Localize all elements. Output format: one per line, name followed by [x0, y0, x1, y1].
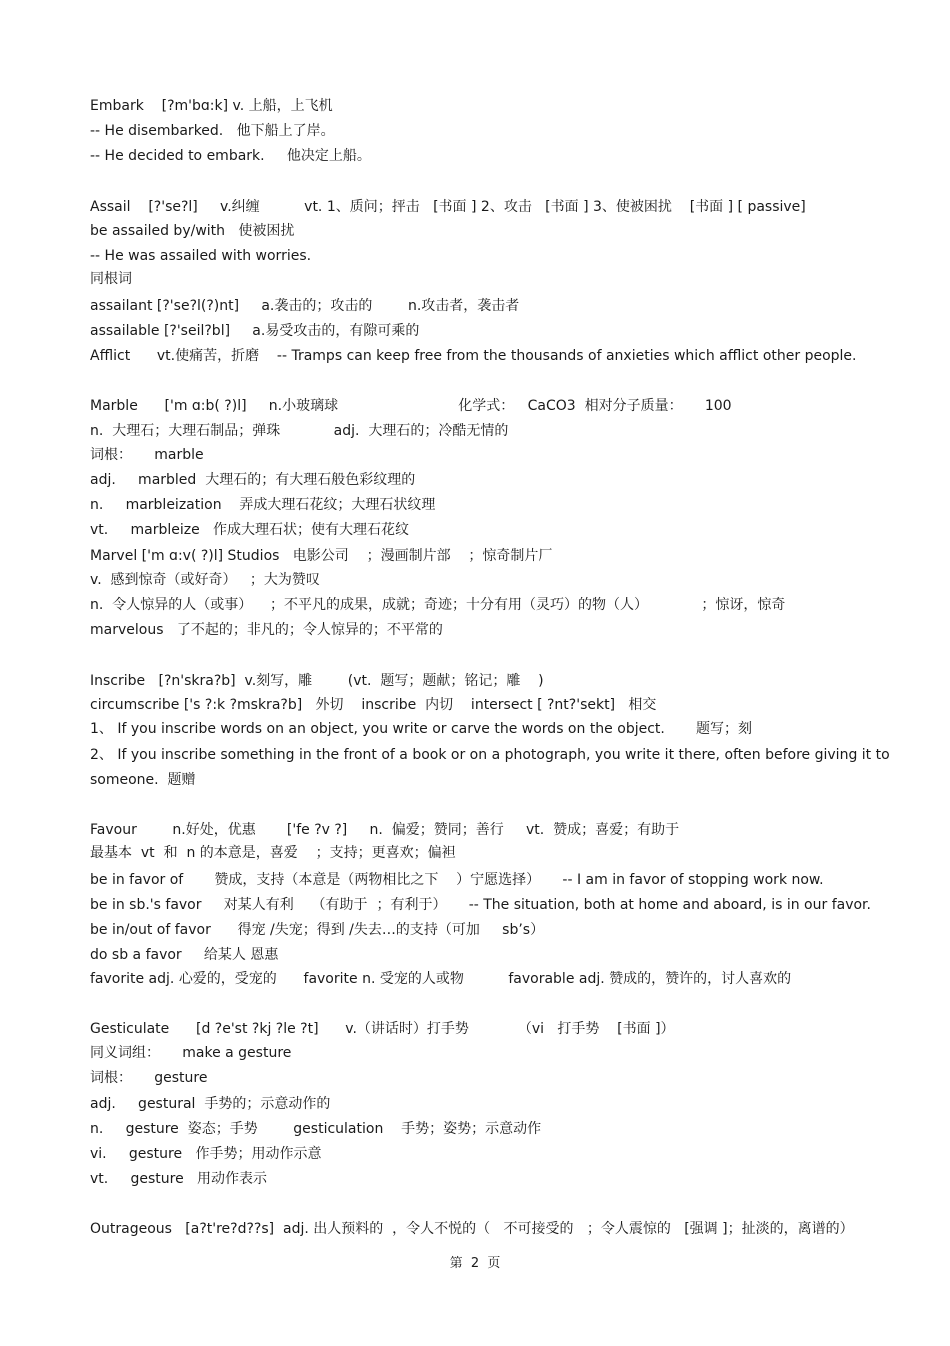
text-line: do sb a favor 给某人 恩惠: [90, 947, 279, 963]
text-line: -- He decided to embark. 他决定上船。: [90, 148, 371, 164]
text-line: favorite adj. 心爱的，受宠的 favorite n. 受宠的人或物 favorable adj. 赞成的，赞许的，讨人喜欢的: [90, 971, 792, 987]
text-line: vi. gesture 作手势；用动作示意: [90, 1146, 322, 1162]
text-line: Inscribe [?n'skra?b] v.刻写，雕 (vt. 题写；题献；铭记；雕 ): [90, 673, 544, 689]
text-line: v. 感到惊奇（或好奇） ；大为赞叹: [90, 572, 320, 588]
text-line: 1、 If you inscribe words on an object, you write or carve the words on the object. 题写；刻: [90, 721, 752, 737]
text-line: Marble ['m ɑ:b( ?)l] n.小玻璃球 化学式： CaCO3 相对分子质量： 100: [90, 398, 732, 414]
text-line: n. 令人惊异的人（或事） ；不平凡的成果，成就；奇迹；十分有用（灵巧）的物（人） ；惊讶，惊奇: [90, 597, 786, 613]
text-line: 词根： marble: [90, 447, 204, 463]
text-line: be in favor of 赞成，支持（本意是（两物相比之下 ）宁愿选择） -- I am in favor of stopping work now.: [90, 872, 824, 888]
text-line: circumscribe ['s ?:k ?mskra?b] 外切 inscribe 内切 intersect [ ?nt?'sekt] 相交: [90, 697, 657, 713]
text-line: vt. marbleize 作成大理石状；使有大理石花纹: [90, 522, 410, 538]
text-line: n. marbleization 弄成大理石花纹；大理石状纹理: [90, 497, 436, 513]
text-line: Marvel ['m ɑ:v( ?)l] Studios 电影公司 ；漫画制片部 ；惊奇制片厂: [90, 548, 553, 564]
text-line: -- He disembarked. 他下船上了岸。: [90, 123, 335, 139]
text-line: be assailed by/with 使被困扰: [90, 223, 295, 239]
page-number: 第 2 页: [449, 1256, 501, 1271]
text-line: 最基本 vt 和 n 的本意是，喜爱 ；支持；更喜欢；偏袒: [90, 845, 456, 861]
text-line: n. gesture 姿态；手势 gesticulation 手势；姿势；示意动作: [90, 1121, 542, 1137]
text-line: -- He was assailed with worries.: [90, 248, 312, 264]
text-line: be in sb.'s favor 对某人有利 （有助于 ；有利于） -- The situation, both at home and aboard, is in our favor.: [90, 897, 871, 913]
text-line: someone. 题赠: [90, 772, 196, 788]
text-line: marvelous 了不起的；非凡的；令人惊异的；不平常的: [90, 622, 443, 638]
text-line: adj. gestural 手势的；示意动作的: [90, 1096, 331, 1112]
text-line: 词根： gesture: [90, 1070, 208, 1086]
text-line: n. 大理石；大理石制品；弹珠 adj. 大理石的；冷酷无情的: [90, 423, 509, 439]
text-line: 2、 If you inscribe something in the front of a book or on a photograph, you write it there, often before giving it to: [90, 747, 890, 763]
text-line: be in/out of favor 得宠 /失宠；得到 /失去…的支持（可加 sb’s）: [90, 922, 545, 938]
text-line: Assail [?'se?l] v.纠缠 vt. 1、质问；抨击 [书面 ] 2、攻击 [书面 ] 3、使被困扰 [书面 ] [ passive]: [90, 199, 806, 215]
text-line: Afflict vt.使痛苦，折磨 -- Tramps can keep free from the thousands of anxieties which afflict other people.: [90, 348, 857, 364]
text-line: 同根词: [90, 271, 132, 287]
text-line: Gesticulate [d ?e'st ?kj ?le ?t] v.（讲话时）打手势 （vi 打手势 [书面 ]）: [90, 1021, 675, 1037]
text-line: adj. marbled 大理石的；有大理石般色彩纹理的: [90, 472, 416, 488]
text-line: 同义词组： make a gesture: [90, 1045, 292, 1061]
text-line: assailant [?'se?l(?)nt] a.袭击的；攻击的 n.攻击者，袭击者: [90, 298, 520, 314]
text-line: Favour n.好处，优惠 ['fe ?v ?] n. 偏爱；赞同；善行 vt. 赞成；喜爱；有助于: [90, 822, 680, 838]
text-line: Embark [?m'bɑ:k] v. 上船，上飞机: [90, 98, 333, 114]
text-line: assailable [?'seil?bl] a.易受攻击的，有隙可乘的: [90, 323, 420, 339]
text-line: Outrageous [a?t're?d??s] adj. 出人预料的 ，令人不悦的（ 不可接受的 ；令人震惊的 [强调 ]；扯淡的，离谱的）: [90, 1221, 854, 1237]
text-line: vt. gesture 用动作表示: [90, 1171, 268, 1187]
